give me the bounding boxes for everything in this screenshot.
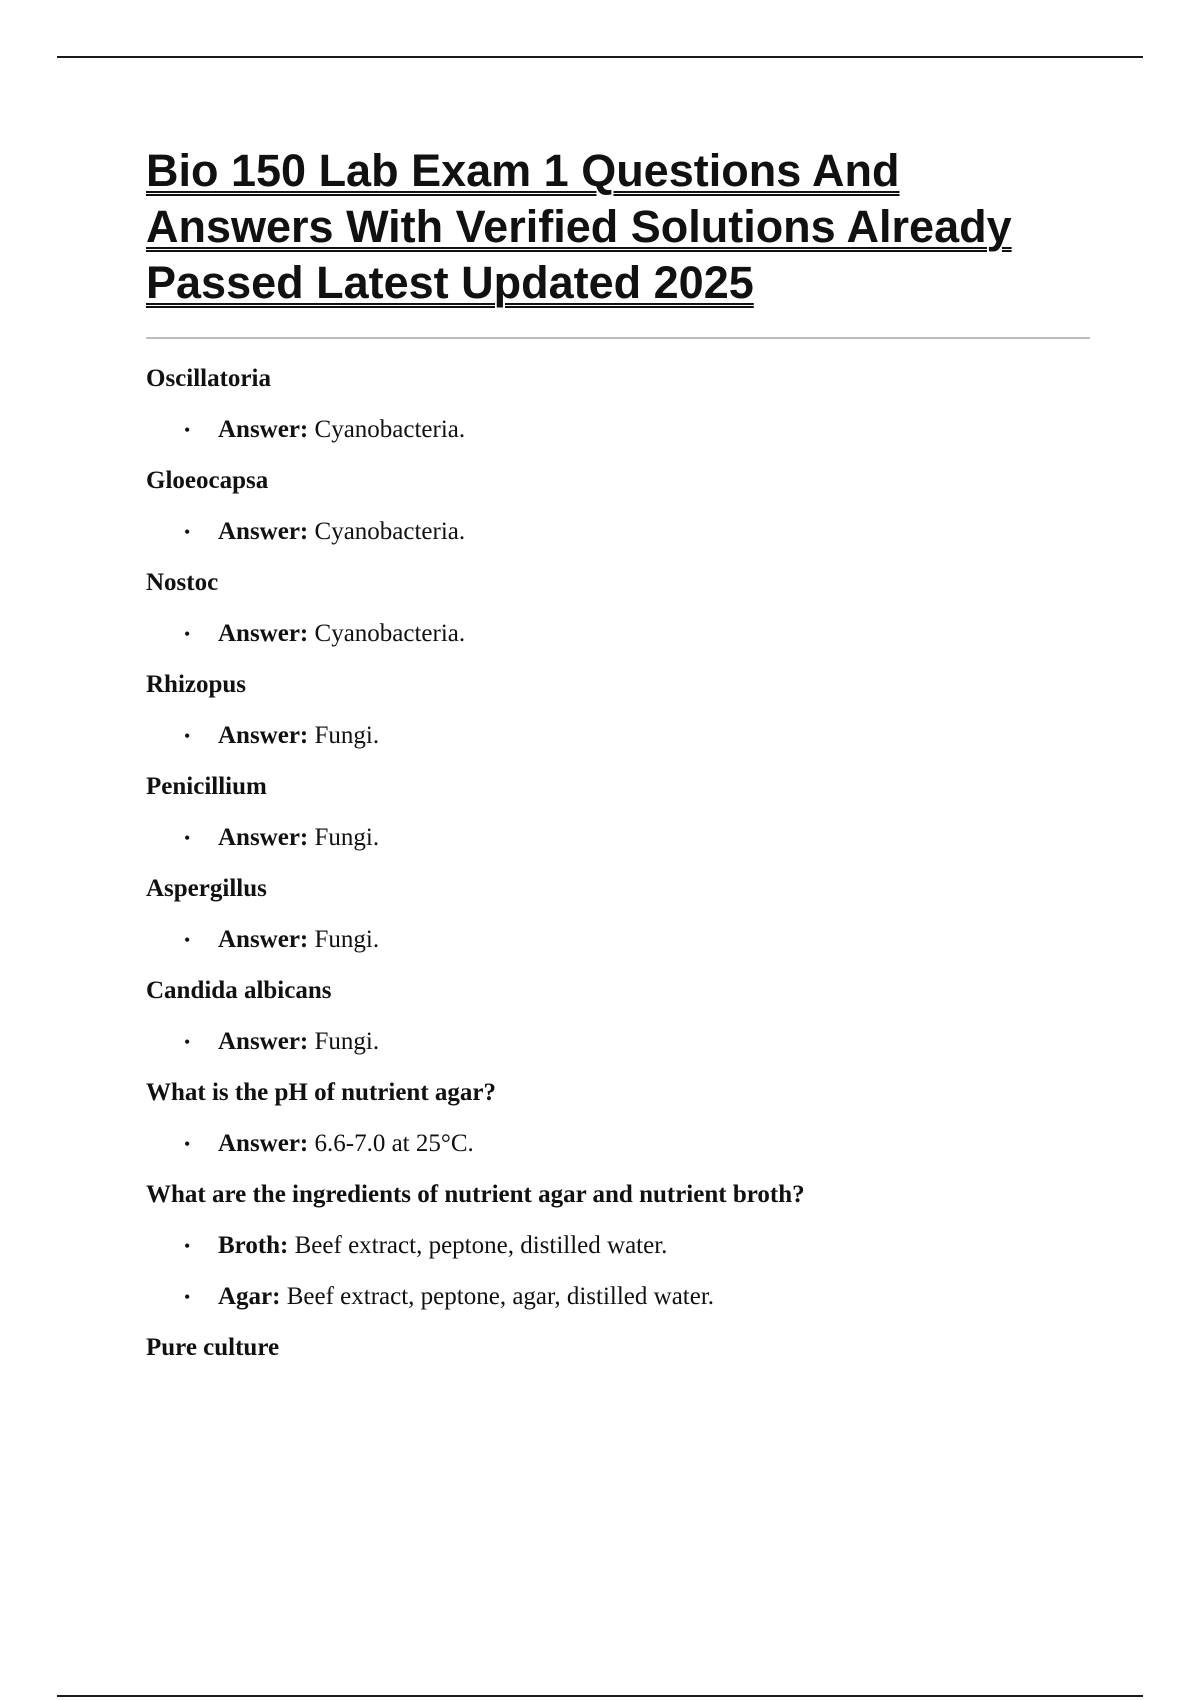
answer-list: [146, 516, 1090, 548]
question: Pure culture: [146, 1334, 280, 1361]
question: Oscillatoria: [146, 365, 271, 392]
answer-item: [146, 516, 1090, 548]
answer-item: [146, 924, 1090, 956]
qa-item: [146, 873, 1090, 956]
qa-item: [146, 975, 1090, 1058]
document-title: Bio 150 Lab Exam 1 Questions And Answers With Verified Solutions Already Passed Latest Updated 2025: [146, 145, 1012, 308]
qa-item: [146, 1077, 1090, 1160]
answer-label: Answer:: [218, 926, 309, 953]
answer-text: Fungi.: [314, 926, 380, 953]
bullet-icon: •: [184, 1236, 191, 1256]
bullet-icon: •: [184, 726, 191, 746]
question: Penicillium: [146, 773, 267, 800]
question: Gloeocapsa: [146, 467, 269, 494]
answer-label: Answer:: [218, 824, 309, 851]
answer-label: Agar:: [218, 1283, 281, 1310]
answer-label: Answer:: [218, 620, 309, 647]
answer-text: Fungi.: [314, 722, 380, 749]
answer-item: [146, 822, 1090, 854]
question: What is the pH of nutrient agar?: [146, 1079, 496, 1106]
answer-label: Broth:: [218, 1232, 289, 1259]
bullet-icon: •: [184, 828, 191, 848]
question: Candida albicans: [146, 977, 332, 1004]
answer-list: [146, 618, 1090, 650]
answer-item: [146, 720, 1090, 752]
question: Rhizopus: [146, 671, 247, 698]
answer-text: Cyanobacteria.: [314, 416, 466, 443]
answer-item: [146, 1128, 1090, 1160]
qa-item: [146, 1332, 1090, 1364]
answer-label: Answer:: [218, 1028, 309, 1055]
answer-list: [146, 414, 1090, 446]
qa-item: [146, 567, 1090, 650]
answer-list: [146, 1026, 1090, 1058]
bullet-icon: •: [184, 420, 191, 440]
answer-list: [146, 720, 1090, 752]
document-body: [146, 143, 1090, 1383]
qa-list: [146, 363, 1090, 1364]
bullet-icon: •: [184, 1032, 191, 1052]
question: What are the ingredients of nutrient agar and nutrient broth?: [146, 1181, 805, 1208]
question: Aspergillus: [146, 875, 267, 902]
answer-text: Beef extract, peptone, distilled water.: [294, 1232, 668, 1259]
answer-item: [146, 414, 1090, 446]
answer-text: Beef extract, peptone, agar, distilled water.: [286, 1283, 715, 1310]
bullet-icon: •: [184, 522, 191, 542]
answer-list: [146, 1128, 1090, 1160]
answer-text: Fungi.: [314, 824, 380, 851]
answer-item: [146, 1230, 1090, 1262]
qa-item: [146, 465, 1090, 548]
bullet-icon: •: [184, 624, 191, 644]
answer-list: [146, 1230, 1090, 1313]
qa-item: [146, 669, 1090, 752]
answer-label: Answer:: [218, 722, 309, 749]
bullet-icon: •: [184, 1134, 191, 1154]
bottom-rule: [57, 1695, 1143, 1697]
top-rule: [57, 56, 1143, 58]
answer-item: [146, 1281, 1090, 1313]
answer-text: Fungi.: [314, 1028, 380, 1055]
answer-label: Answer:: [218, 416, 309, 443]
bullet-icon: •: [184, 1287, 191, 1307]
qa-item: [146, 363, 1090, 446]
bullet-icon: •: [184, 930, 191, 950]
qa-item: [146, 1179, 1090, 1313]
answer-label: Answer:: [218, 1130, 309, 1157]
question: Nostoc: [146, 569, 219, 596]
answer-text: 6.6-7.0 at 25°C.: [314, 1130, 474, 1157]
answer-label: Answer:: [218, 518, 309, 545]
title-divider: [146, 337, 1090, 339]
qa-item: [146, 771, 1090, 854]
answer-list: [146, 822, 1090, 854]
answer-list: [146, 924, 1090, 956]
answer-text: Cyanobacteria.: [314, 620, 466, 647]
answer-item: [146, 1026, 1090, 1058]
answer-text: Cyanobacteria.: [314, 518, 466, 545]
answer-item: [146, 618, 1090, 650]
